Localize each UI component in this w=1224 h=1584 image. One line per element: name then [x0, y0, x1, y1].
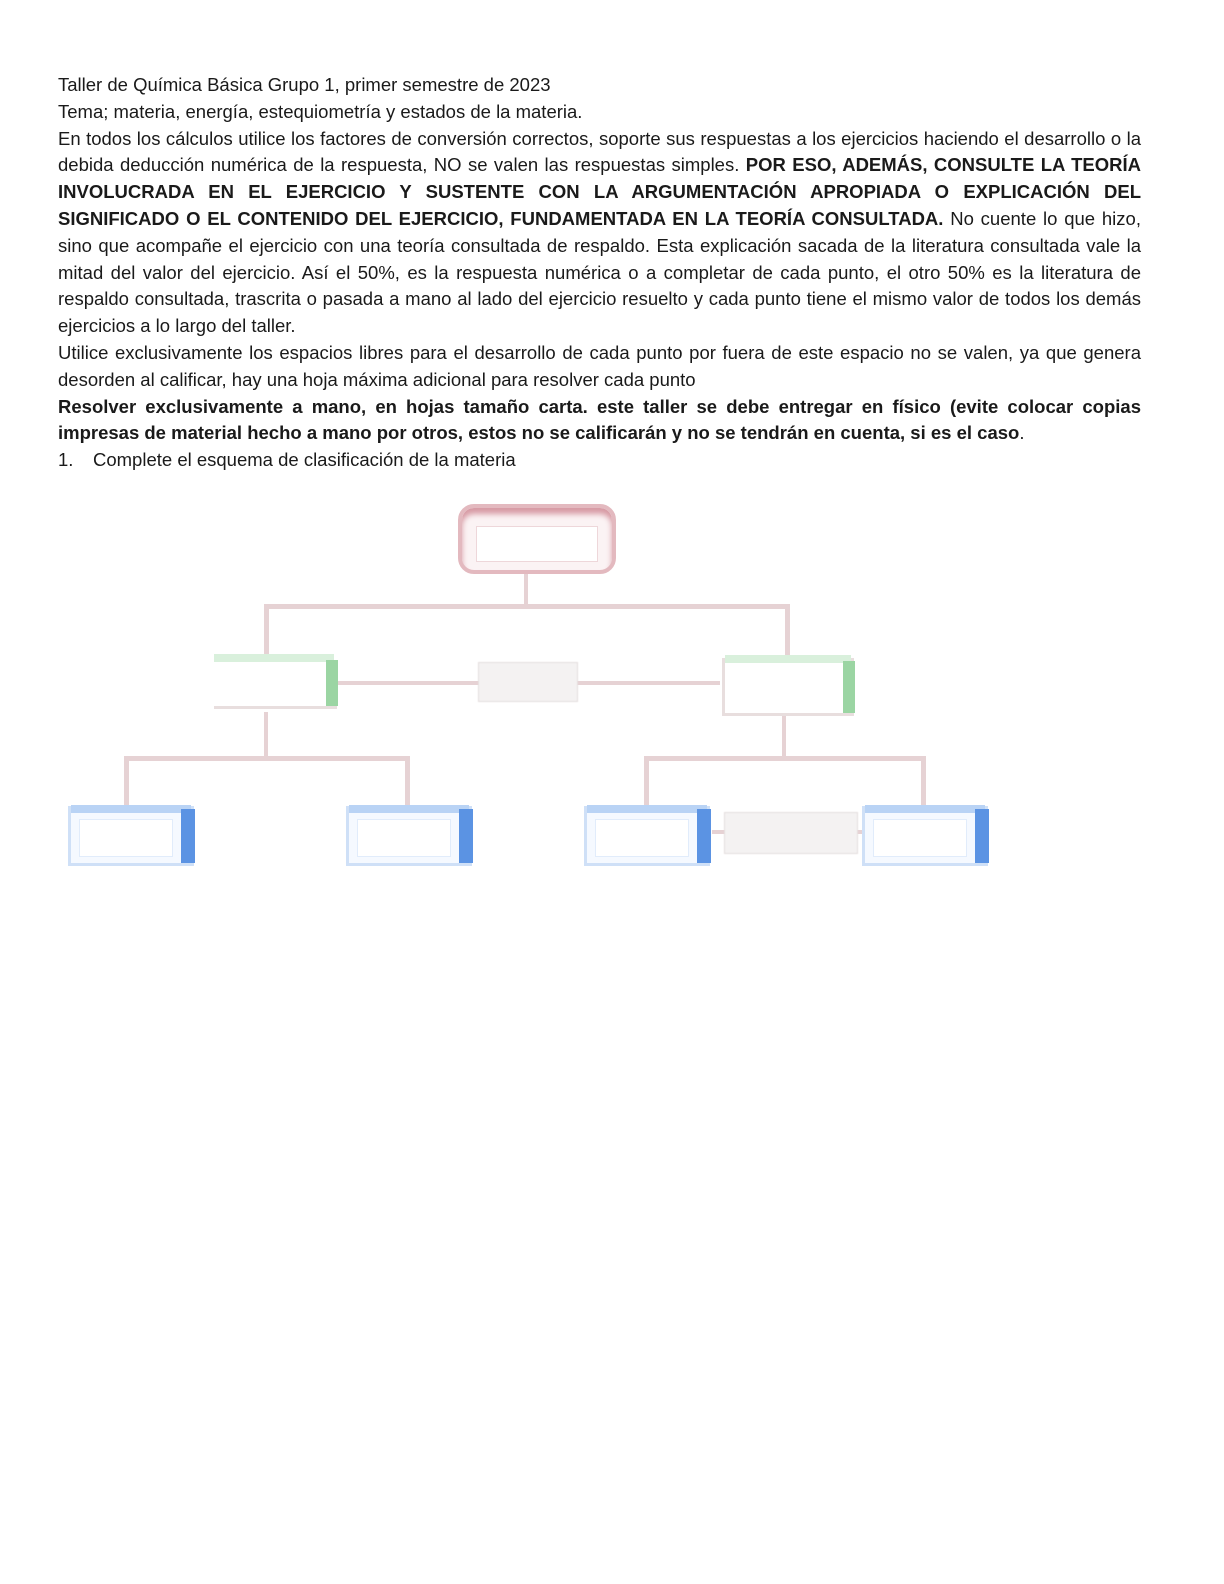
- connector-left-down: [264, 604, 269, 656]
- document-topic: Tema; materia, energía, estequiometría y estados de la materia.: [58, 100, 583, 122]
- connector-right-branch-vertical: [782, 712, 786, 758]
- diagram-box-bottom-2-side: [459, 809, 473, 863]
- question-text: Complete el esquema de clasificación de la materia: [93, 449, 516, 471]
- diagram-box-bottom-2-blank: [357, 819, 451, 857]
- diagram-box-root-blank: [476, 526, 598, 562]
- diagram-box-bottom-4-side: [975, 809, 989, 863]
- diagram-box-middle-left-side: [326, 660, 338, 706]
- connector-left-branch-horizontal: [124, 756, 410, 761]
- diagram-box-middle-right-header: [725, 655, 851, 663]
- diagram-box-bottom-2: [346, 806, 472, 866]
- instructions-emphasis: POR ESO, ADEMÁS, CONSULTE LA TEORÍA INVOLUCRADA EN EL EJERCICIO Y SUSTENTE CON LA ARGUMENTACIÓN APROPIADA O EXPLICACIÓN DEL SIGNIFICADO O EL CONTENIDO DEL EJERCICIO, FUNDAMENTADA EN LA TEORÍA CONSULTADA.: [58, 154, 1141, 229]
- diagram-box-middle-left-header: [214, 654, 334, 662]
- diagram-box-bottom-1: [68, 806, 194, 866]
- diagram-box-root: [458, 504, 616, 574]
- instructions-handwritten-rule: Resolver exclusivamente a mano, en hojas tamaño carta. este taller se debe entregar en físico (evite colocar copias impresas de material hecho a mano por otros, estos no se calificarán y no se tendrán en cuenta, si es el caso: [58, 395, 1141, 444]
- connector-middle-link: [338, 681, 720, 685]
- diagram-label-middle: [478, 662, 578, 702]
- connector-left-branch-vertical: [264, 712, 268, 758]
- diagram-box-bottom-3-blank: [595, 819, 689, 857]
- diagram-box-bottom-3: [584, 806, 710, 866]
- diagram-box-middle-right: [722, 658, 854, 716]
- diagram-box-bottom-1-header: [71, 805, 191, 813]
- connector-right-down: [785, 604, 790, 656]
- connector-top-vertical: [524, 566, 528, 606]
- diagram-box-bottom-3-header: [587, 805, 707, 813]
- instructions-paragraph-1: [58, 126, 1141, 340]
- instructions-intro: En todos los cálculos utilice los factores de conversión correctos, soporte sus respuestas a los ejercicios haciendo el desarrollo o la debida deducción numérica de la respuesta, NO se valen las respuestas simples.: [58, 127, 1141, 176]
- diagram-box-bottom-1-blank: [79, 819, 173, 857]
- instructions-period: .: [1019, 422, 1025, 444]
- connector-top-horizontal: [264, 604, 790, 609]
- connector-right-leaf-1: [644, 756, 649, 806]
- diagram-box-bottom-4: [862, 806, 988, 866]
- document-title: Taller de Química Básica Grupo 1, primer semestre de 2023: [58, 74, 551, 95]
- diagram-box-bottom-3-side: [697, 809, 711, 863]
- question-1: [58, 447, 1141, 474]
- document-body: [58, 72, 1141, 474]
- instructions-rest: No cuente lo que hizo, sino que acompañe el ejercicio con una teoría consultada de respaldo. Esta explicación sacada de la literatura consultada vale la mitad del valor del ejercicio. Así el 50%, es la respuesta numérica o a completar de cada punto, el otro 50% es la literatura de respaldo consultada, trascrita o pasada a mano al lado del ejercicio resuelto y cada punto tiene el mismo valor de todos los demás ejercicios a lo largo del taller.: [58, 207, 1141, 337]
- connector-left-leaf-1: [124, 756, 129, 806]
- diagram-box-middle-left: [214, 660, 337, 709]
- diagram-box-bottom-4-blank: [873, 819, 967, 857]
- instructions-paragraph-2: Utilice exclusivamente los espacios libres para el desarrollo de cada punto por fuera de este espacio no se valen, ya que genera desorden al calificar, hay una hoja máxima adicional para resolver cada punto: [58, 341, 1141, 390]
- connector-bottom-link: [712, 830, 862, 834]
- diagram-box-middle-right-side: [843, 661, 855, 713]
- connector-right-branch-horizontal: [644, 756, 926, 761]
- diagram-box-bottom-1-side: [181, 809, 195, 863]
- question-number: 1.: [58, 449, 74, 471]
- diagram-label-bottom: [724, 812, 858, 854]
- connector-right-leaf-2: [921, 756, 926, 806]
- connector-left-leaf-2: [405, 756, 410, 806]
- diagram-box-bottom-2-header: [349, 805, 469, 813]
- diagram-box-bottom-4-header: [865, 805, 985, 813]
- instructions-paragraph-3: [58, 394, 1141, 448]
